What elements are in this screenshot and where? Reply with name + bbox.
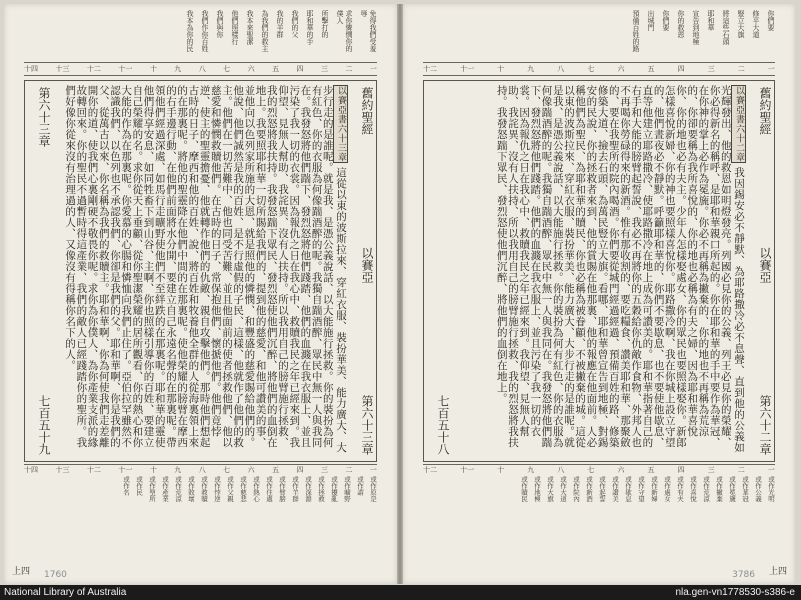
running-header-left bbox=[27, 87, 51, 455]
left-page bbox=[4, 4, 397, 584]
footnote: 或作聖所 bbox=[148, 476, 156, 502]
chapter-label: 第六十三章 bbox=[360, 395, 374, 455]
body-text bbox=[452, 85, 746, 457]
verse-paragraph: 你的聖民不過暫時得這產業、我們的敵人已經踐踏你的聖所。我們好像你從來沒有治理過的人、又像沒有得稱你名下的人。 bbox=[64, 85, 88, 448]
note-number: 二 bbox=[345, 466, 353, 474]
top-note: 預備百姓的路 bbox=[632, 10, 640, 52]
footnote: 或作臂膀 bbox=[278, 476, 286, 502]
top-note: 我的羊群 bbox=[276, 10, 284, 38]
verse-number-strip bbox=[24, 62, 377, 76]
note-number: 十一 bbox=[118, 466, 133, 474]
verse-number: 九 bbox=[174, 65, 182, 73]
footnote: 或作地極 bbox=[533, 476, 541, 502]
note-number: 九 bbox=[527, 466, 535, 474]
top-note: 出城門 bbox=[647, 10, 655, 31]
verse-number: 十二 bbox=[423, 65, 437, 73]
footnote: 或作慈悲 bbox=[239, 476, 247, 502]
top-note: 耶和華的手 bbox=[306, 10, 314, 45]
verse-paragraph: 呼籲耶和華的、你們不要歇息、也不要使他歇息、直等他建立耶路撒冷、使耶路撒冷在地上成為可讚美的。耶和華指著自己的右手和大能的膀臂起誓說、 bbox=[630, 85, 665, 448]
text-frame bbox=[24, 80, 377, 462]
note-number: 十一 bbox=[460, 466, 475, 474]
note-number: 八 bbox=[198, 466, 206, 474]
note-number: 五 bbox=[647, 466, 655, 474]
verse-paragraph: 這從以東的波斯拉來、穿紅衣服、裝扮華美、能力廣大、大步行走的是誰呢。就是我、是憑公義說話、以大能施行拯救。 bbox=[551, 85, 587, 448]
footnote: 或作敗壞 bbox=[187, 476, 195, 502]
footnote: 或作贖民 bbox=[520, 476, 528, 502]
top-note: 豎立大旗 bbox=[737, 10, 745, 38]
page-mark: 上四 bbox=[12, 567, 31, 577]
verse-paragraph: 你在耶和華的手中要作為華冠、在你神的掌上必作為冕旒。你必不再稱為撇棄的、你的地也不再稱為荒涼的、你卻要稱為我所喜悅的、你的地也必稱為有夫之婦、因為耶和華喜悅你、你的地也必有夫主。 bbox=[674, 85, 721, 448]
footnote: 或作謂 bbox=[356, 476, 364, 496]
verse-paragraph: 所以我用自己的膀臂施行拯救、我的烈怒將我扶持。我發怒踹下眾民、發烈怒使他們沉醉、將他們的血倒在地上。我要照耶和華一切所賜給我們的、提到他的慈愛、和他可讚美的事、 bbox=[254, 85, 289, 448]
verse-number: 三 bbox=[707, 65, 715, 73]
verse-number: 十三 bbox=[55, 65, 70, 73]
top-note: 修平大道 bbox=[752, 10, 760, 38]
verse-paragraph: 他們的血濺在我衣服上、並且污染了我一切的衣裳。因為報仇之日在我心中、救贖我民之年已經來到。 bbox=[518, 85, 542, 437]
footnote: 或作冕旒 bbox=[728, 476, 736, 502]
catalog-stamp: 1760 bbox=[44, 570, 67, 580]
verse-number: 四 bbox=[296, 65, 304, 73]
top-note: 為我們的救主 bbox=[261, 10, 269, 52]
verse-number: 一 bbox=[767, 65, 775, 73]
note-number: 十三 bbox=[55, 466, 70, 474]
note-number: 八 bbox=[557, 466, 565, 474]
note-number: 十 bbox=[149, 466, 157, 474]
footnote: 或作新酒 bbox=[585, 476, 593, 502]
running-header-right bbox=[748, 87, 772, 455]
top-note: 我們的父 bbox=[291, 10, 299, 38]
verse-paragraph: 我因錫安必不靜默、為耶路撒冷必不息聲、直到他的公義如光輝發出、他的救恩如明燈發亮。列國必見你的公義、列王必見你的榮耀、你必得新名的稱呼、是耶和華親口所起的。 bbox=[708, 85, 745, 453]
footnote: 或作院內 bbox=[572, 476, 580, 502]
footnote: 或作深淵 bbox=[304, 476, 312, 502]
verse-paragraph: 他就轉作他們的仇敵、親自攻擊他們。那時他們想起古時的日子、摩西和他的百姓、說、將百姓和牧養他全群的人從海裏領上來的在那裏呢。 bbox=[176, 85, 211, 448]
verse-paragraph: 他們在一切苦難中、他也同受苦難、並且他面前的使者拯救他們、他以慈愛和憐憫救贖他們。在古時的日子、常保抱他們、懷搋他們。他們竟悖逆、使主的聖靈擔憂、 bbox=[198, 85, 233, 448]
top-note: 我本來聖潔 bbox=[246, 10, 254, 45]
footnote: 或作悖逆 bbox=[213, 476, 221, 502]
verse-number: 四 bbox=[677, 65, 685, 73]
footnote: 或作撇棄 bbox=[715, 476, 723, 502]
footnote: 或作荒涼 bbox=[174, 476, 182, 502]
top-note: 求你憐憫你的僕人 bbox=[336, 10, 353, 52]
chapter-label: 第六十二章 bbox=[758, 395, 772, 455]
text-frame bbox=[423, 80, 775, 462]
verse-number-strip bbox=[423, 62, 775, 76]
footnote: 或作起誓 bbox=[598, 476, 606, 502]
book-title: 舊約聖經 bbox=[758, 87, 772, 135]
footnote: 或作住處 bbox=[265, 476, 273, 502]
note-number: 五 bbox=[272, 466, 280, 474]
note-number: 三 bbox=[707, 466, 715, 474]
bottom-number-strip bbox=[423, 464, 775, 475]
top-notes bbox=[423, 10, 775, 56]
verse-number: 三 bbox=[320, 65, 328, 73]
note-number: 十 bbox=[497, 466, 505, 474]
library-credit: National Library of Australia bbox=[4, 587, 127, 598]
page-number: 七百五十八 bbox=[436, 395, 450, 455]
verse-number: 八 bbox=[198, 65, 206, 73]
footnote: 或作大道 bbox=[559, 476, 567, 502]
verse-paragraph: 亞伯拉罕雖然不認識我們、以色列也不承認我們、你卻是我們的父。耶和華啊、你是我們的父、從萬古以來、你名稱為我們的救贖主。 bbox=[97, 85, 133, 448]
note-number: 四 bbox=[296, 466, 304, 474]
bottom-number-strip bbox=[24, 464, 377, 475]
footnote: 或作民 bbox=[135, 476, 143, 496]
page-number: 七百五十九 bbox=[37, 395, 51, 455]
note-number: 六 bbox=[617, 466, 625, 474]
verse-number: 二 bbox=[345, 65, 353, 73]
footnote: 或作曠野 bbox=[343, 476, 351, 502]
verse-number: 十 bbox=[497, 65, 505, 73]
top-notes bbox=[24, 10, 377, 56]
right-page bbox=[403, 4, 795, 584]
bottom-notes bbox=[423, 476, 775, 576]
body-text bbox=[53, 85, 348, 457]
verse-paragraph: 求你從天上垂顧、從你聖潔榮耀的居所觀看、你的熱心和你大能的作為在那裏呢。你愛慕的心腸和憐恤向我們止住了。 bbox=[120, 85, 144, 448]
top-note: 耶和華 bbox=[707, 10, 715, 31]
record-id: nla.gen-vn1778530-s386-e bbox=[675, 587, 795, 598]
note-number: 六 bbox=[247, 466, 255, 474]
footnote: 或作處女 bbox=[663, 476, 671, 502]
verse-number: 十二 bbox=[86, 65, 101, 73]
top-note: 你的救恩 bbox=[677, 10, 685, 38]
verse-number: 七 bbox=[587, 65, 595, 73]
verse-paragraph: 我發怒踹下眾民、發烈怒使他們沉醉、將他們的血倒在地上。 bbox=[495, 107, 508, 404]
footnote: 或作擾亂 bbox=[330, 476, 338, 502]
verse-number: 八 bbox=[557, 65, 565, 73]
footnote: 或作羊群 bbox=[291, 476, 299, 502]
verse-number: 二 bbox=[737, 65, 745, 73]
verse-number: 五 bbox=[272, 65, 280, 73]
verse-paragraph: 你們要從城門經過經過、預備百姓的路、修築修築大道、撿去石頭、為萬民豎立大旗。看哪、耶和華曾宣告到地極、對錫安的民說、你的拯救者來到、 bbox=[585, 85, 620, 448]
note-number: 十四 bbox=[24, 466, 38, 474]
verse-paragraph: 少年人怎樣娶處女、你的眾民也要照樣娶你。新郎怎樣喜悅新婦、你的神也要照樣喜悅你。耶路撒冷啊、我在你城上設立守望的、他們晝夜必不靜默。 bbox=[652, 85, 687, 448]
note-number: 一 bbox=[767, 466, 775, 474]
footnote: 或作守望 bbox=[637, 476, 645, 502]
footnote: 或作名 bbox=[122, 476, 130, 496]
verse-paragraph: 你的裝扮為何有紅色、你的衣服為何像踹酒醡的呢。我獨自踹酒醡、眾民中無一人與我同在。我發怒將他們踹下、發烈怒將他們踐踏。 bbox=[529, 85, 564, 448]
bottom-notes bbox=[24, 476, 377, 576]
top-note: 你們要 bbox=[767, 10, 775, 31]
catalog-stamp: 3786 bbox=[732, 570, 755, 580]
page-mark: 上四 bbox=[768, 567, 787, 577]
note-number: 二 bbox=[737, 466, 745, 474]
book-title: 舊約聖經 bbox=[360, 87, 374, 135]
top-note: 我們與你 bbox=[216, 10, 224, 38]
top-note: 免得我們受羞辱 bbox=[360, 10, 377, 52]
footnote: 或作歇息 bbox=[624, 476, 632, 502]
footnote: 或作有夫 bbox=[676, 476, 684, 502]
footnote: 或作荒涼 bbox=[702, 476, 710, 502]
verse-number: 九 bbox=[527, 65, 535, 73]
footnote: 或作救贖 bbox=[200, 476, 208, 502]
verse-number: 十 bbox=[149, 65, 157, 73]
note-number: 十二 bbox=[86, 466, 101, 474]
verse-paragraph: 他的賞賜在他那裏、他的報應在他面前。人必稱他們為聖民、為耶和華的贖民、你也必稱為被眷顧、不被撇棄的城。 bbox=[574, 85, 598, 448]
top-note: 我本為你的民 bbox=[186, 10, 194, 52]
chapter-heading: 以賽亞書六十三章 bbox=[333, 85, 348, 163]
note-number: 一 bbox=[369, 466, 377, 474]
note-number: 七 bbox=[223, 466, 231, 474]
verse-number: 十四 bbox=[24, 65, 38, 73]
running-header-left bbox=[426, 87, 450, 455]
footnote: 或作華冠 bbox=[741, 476, 749, 502]
verse-paragraph: 將他的聖靈降在他們中間的在那裏呢。使他榮耀的膀臂在摩西的右手邊行動、在他們前面將水分開、要建立自己永遠名聲的在那裏呢。 bbox=[164, 85, 189, 448]
top-note: 我們作你百姓 bbox=[201, 10, 209, 52]
footnote: 或作公義 bbox=[754, 476, 762, 502]
note-number: 十二 bbox=[423, 466, 437, 474]
footnote: 或作產業 bbox=[161, 476, 169, 502]
book-name: 以賽亞 bbox=[360, 247, 374, 283]
verse-number: 七 bbox=[223, 65, 231, 73]
footnote: 或作拯救 bbox=[317, 476, 325, 502]
footnote: 或作熱心 bbox=[252, 476, 260, 502]
chapter-heading: 以賽亞書六十二章 bbox=[731, 85, 746, 163]
verse-number: 六 bbox=[247, 65, 255, 73]
note-number: 九 bbox=[174, 466, 182, 474]
archive-footer bbox=[0, 585, 801, 600]
book-name: 以賽亞 bbox=[758, 247, 772, 283]
note-number: 四 bbox=[677, 466, 685, 474]
top-note: 所擊打的 bbox=[321, 10, 329, 38]
verse-number: 十一 bbox=[118, 65, 133, 73]
verse-number: 六 bbox=[617, 65, 625, 73]
verse-paragraph: 這從以東的波斯拉來、穿紅衣服、裝扮華美、能力廣大、大步行走的是誰呢。就是我、是憑公義說話、以大能施行拯救。你的裝扮為何有紅色、你的衣服為何像踹酒醡的呢。我獨自踹酒醡、眾民中無一人與我同在。 bbox=[299, 85, 347, 453]
top-note: 你們要 bbox=[662, 10, 670, 31]
footnote: 或作喜悅 bbox=[689, 476, 697, 502]
verse-paragraph: 耶和華啊、你為何使我們走差離開你的道、使我們心裏剛硬不敬畏你呢。求你為你僕人、為你產業支派的緣故轉回來。 bbox=[75, 85, 110, 448]
verse-paragraph: 並他向以色列家所施的大恩、就是照他的憐憫、和豐盛的慈愛賜給他們的。他說、他們誠然是我的百姓、是不行虛假的子民、這樣、他就作了他們的救主。 bbox=[220, 85, 256, 448]
footnote: 或作父親 bbox=[226, 476, 234, 502]
running-header-right bbox=[350, 87, 374, 455]
top-note: 宣告到地極 bbox=[692, 10, 700, 45]
verse-paragraph: 我發怒將他們踹下、發烈怒將他們踐踏、他們的血濺在我衣服上、並且污染了我一切的衣裳。因為報仇之日在我心中、救贖我民之年已經來到。我仰望、見無人幫助、我詫異、沒有人扶持。 bbox=[276, 85, 312, 448]
verse-number: 五 bbox=[647, 65, 655, 73]
verse-number: 一 bbox=[369, 65, 377, 73]
verse-paragraph: 我仰望、見無人幫助、我詫異、沒有人扶持、所以我用自己的膀臂施行拯救、我的烈怒將我扶持。 bbox=[495, 85, 531, 448]
top-note: 將這些石頭 bbox=[722, 10, 730, 45]
footnote: 或作大旗 bbox=[546, 476, 554, 502]
chapter-label-secondary: 第六十三章 bbox=[37, 87, 51, 147]
footnote: 或作光明 bbox=[767, 476, 775, 502]
footnote: 或作原是 bbox=[369, 476, 377, 502]
verse-paragraph: 帶領他們經過深處、如馬行走曠野使他們不至絆跌的在那裏呢。耶和華的靈使他們得享安息、如同牲畜下到山谷、主啊、你也照樣引導你的百姓、要建立自己榮耀的名。 bbox=[131, 85, 177, 448]
top-note: 他們照樣行 bbox=[231, 10, 239, 45]
verse-paragraph: 我必不再將你的五穀給你仇敵作食物、外邦人也不再喝你勞碌得來的新酒。惟有那收割的、要吃糧食、讚美耶和華、那聚斂的、要在我聖所的院內喝酒。 bbox=[607, 85, 643, 448]
footnote: 或作新婦 bbox=[650, 476, 658, 502]
note-number: 七 bbox=[587, 466, 595, 474]
note-number: 三 bbox=[320, 466, 328, 474]
footnote: 或作讚美 bbox=[611, 476, 619, 502]
verse-number: 十一 bbox=[460, 65, 475, 73]
